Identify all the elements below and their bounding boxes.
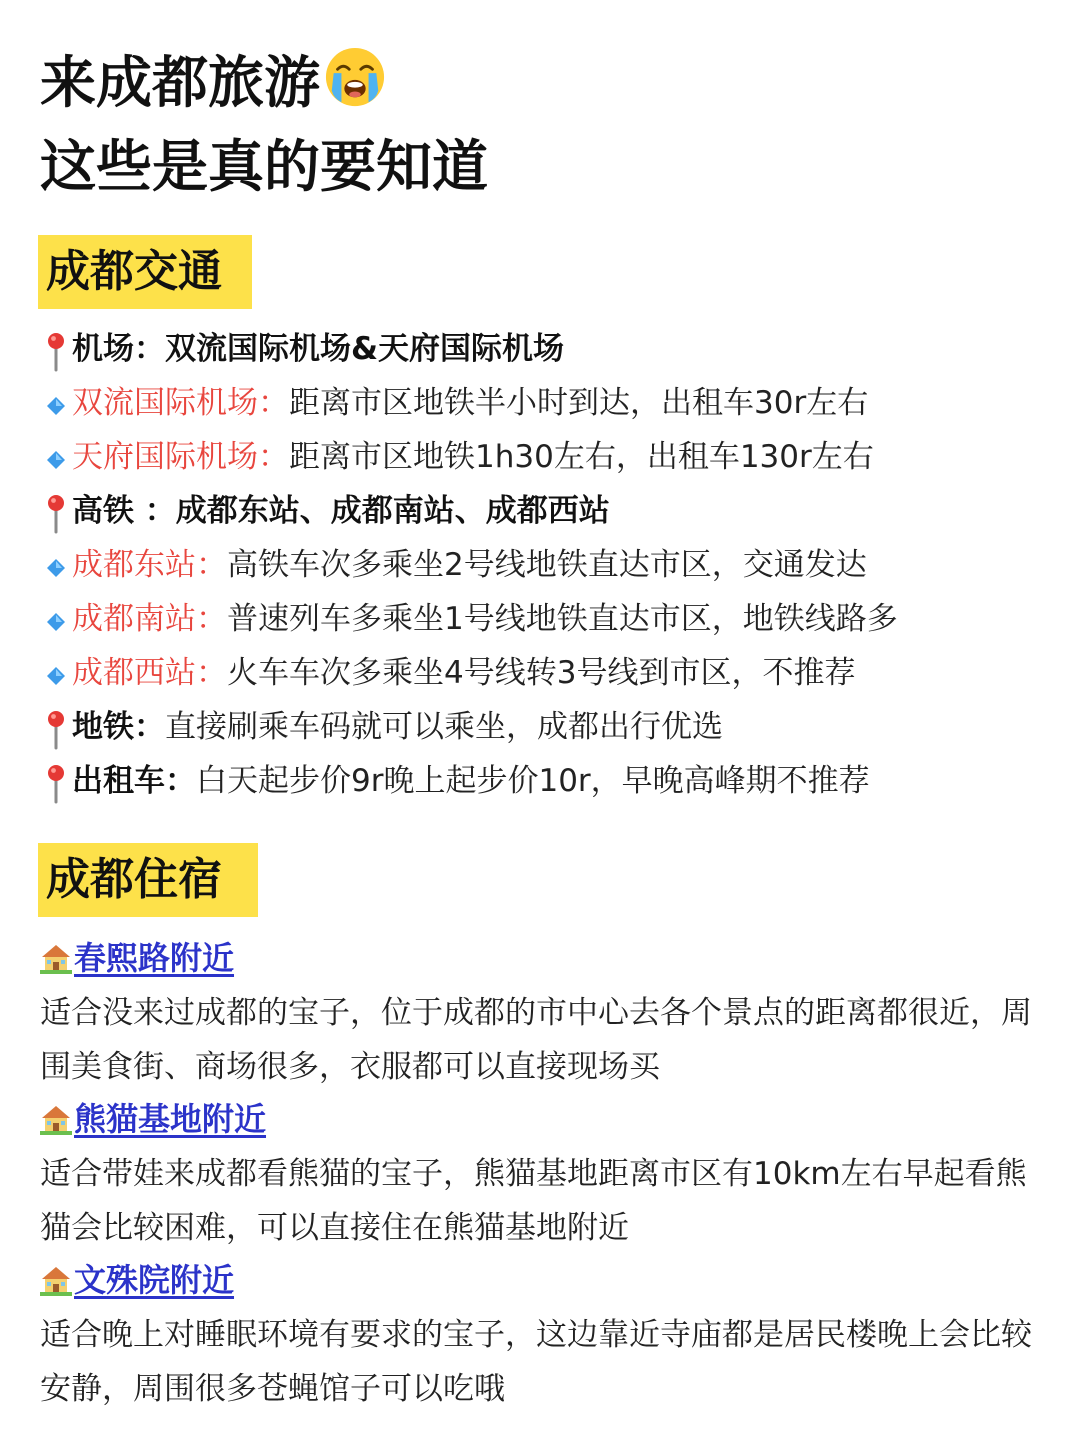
house-garden-icon (40, 939, 74, 977)
page-title-line-1: 来成都旅游 (40, 46, 386, 126)
lodging-item-1-description: 适合带娃来成都看熊猫的宝子，熊猫基地距离市区有10km左右早起看熊猫会比较困难，可以直接住在熊猫基地附近 (40, 1156, 1027, 1246)
transport-west-station-row: 成都西站：火车车次多乘坐4号线转3号线到市区，不推荐 (40, 646, 855, 700)
transport-metro-row: 地铁：直接刷乘车码就可以乘坐，成都出行优选 (40, 700, 723, 754)
small-blue-diamond-icon (40, 648, 72, 702)
round-pushpin-icon (40, 486, 72, 540)
transport-taxi-row: 出租车：白天起步价9r晚上起步价10r，早晚高峰期不推荐 (40, 754, 870, 808)
house-garden-icon (40, 1261, 74, 1299)
small-blue-diamond-icon (40, 432, 72, 486)
lodging-item-2-description: 适合晚上对睡眠环境有要求的宝子，这边靠近寺庙都是居民楼晚上会比较安静，周围很多苍蝇馆子可以吃哦 (40, 1317, 1032, 1407)
transport-east-station-row: 成都东站：高铁车次多乘坐2号线地铁直达市区，交通发达 (40, 538, 867, 592)
lodging-link-wenshu-monastery[interactable]: 文殊院附近 (74, 1261, 235, 1299)
small-blue-diamond-icon (40, 378, 72, 432)
page-title-line-2: 这些是真的要知道 (40, 135, 488, 200)
transport-tianfu-row: 天府国际机场：距离市区地铁1h30左右，出租车130r左右 (40, 430, 874, 484)
lodging-item-1-heading (40, 1093, 266, 1145)
round-pushpin-icon (40, 324, 72, 378)
lodging-link-chunxi-road[interactable]: 春熙路附近 (74, 939, 235, 977)
transport-rail-row: 高铁 ：成都东站、成都南站、成都西站 (40, 484, 610, 538)
small-blue-diamond-icon (40, 540, 72, 594)
transport-south-station-row: 成都南站：普速列车多乘坐1号线地铁直达市区，地铁线路多 (40, 592, 898, 646)
section-heading-lodging: 成都住宿 (38, 843, 258, 917)
round-pushpin-icon (40, 756, 72, 810)
lodging-item-0-description: 适合没来过成都的宝子，位于成都的市中心去各个景点的距离都很近，周围美食街、商场很多，衣服都可以直接现场买 (40, 995, 1032, 1085)
transport-shuangliu-row: 双流国际机场：距离市区地铁半小时到达，出租车30r左右 (40, 376, 868, 430)
loudly-crying-face-icon (324, 46, 386, 126)
section-heading-transport: 成都交通 (38, 235, 252, 309)
round-pushpin-icon (40, 702, 72, 756)
lodging-item-2-heading (40, 1254, 234, 1306)
house-garden-icon (40, 1100, 74, 1138)
lodging-item-0-heading (40, 932, 234, 984)
lodging-link-panda-base[interactable]: 熊猫基地附近 (74, 1100, 267, 1138)
transport-airport-row: 机场：双流国际机场&天府国际机场 (40, 322, 564, 376)
small-blue-diamond-icon (40, 594, 72, 648)
